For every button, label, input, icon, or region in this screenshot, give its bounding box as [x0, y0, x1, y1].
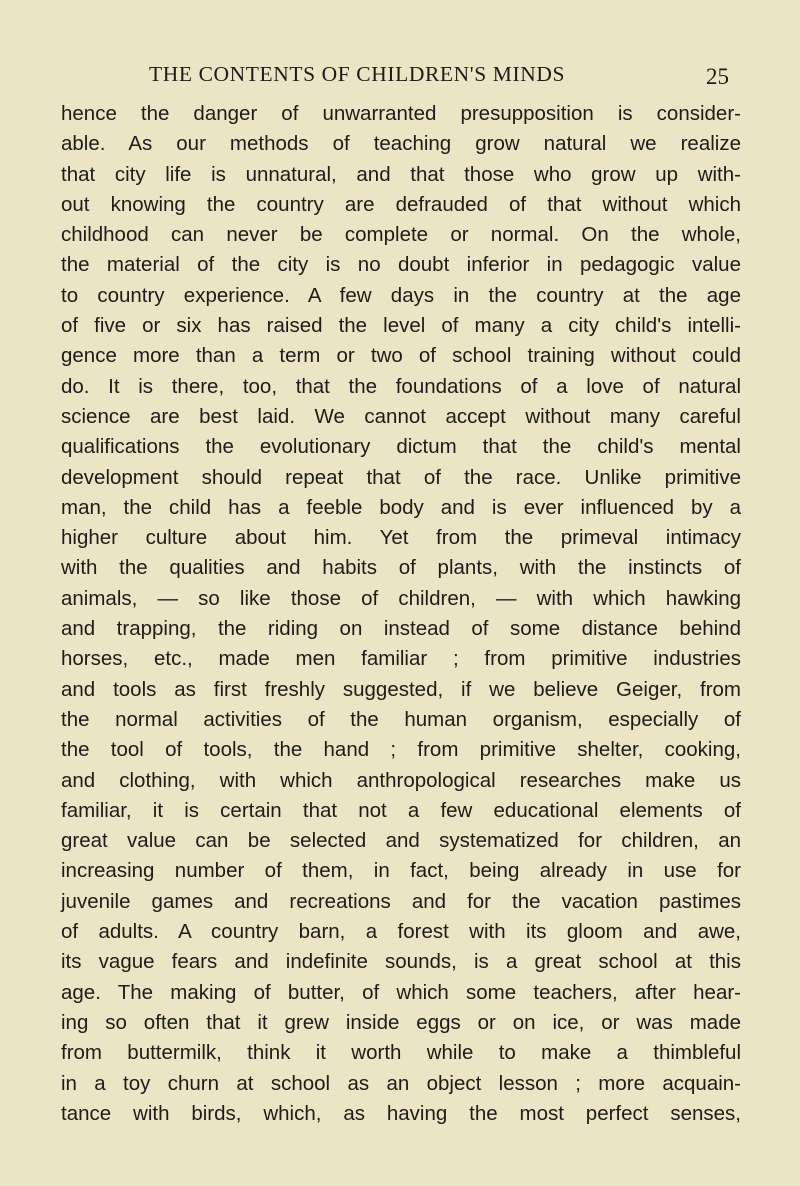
text-line: the normal activities of the human organism, especially of: [61, 707, 741, 731]
text-line: ing so often that it grew inside eggs or on ice, or was made: [61, 1010, 741, 1034]
text-line: tance with birds, which, as having the most perfect senses,: [61, 1101, 741, 1125]
body-text: [61, 99, 741, 1129]
text-line: increasing number of them, in fact, being already in use for: [61, 859, 741, 883]
text-line: with the qualities and habits of plants, with the instincts of: [61, 556, 741, 580]
text-line: from buttermilk, think it worth while to make a thimbleful: [61, 1041, 741, 1065]
text-line: man, the child has a feeble body and is ever influenced by a: [61, 495, 741, 519]
page-number: 25: [706, 64, 729, 89]
text-line: and tools as first freshly suggested, if we believe Geiger, from: [61, 677, 741, 701]
text-line: to country experience. A few days in the country at the age: [61, 283, 741, 307]
text-line: horses, etc., made men familiar ; from primitive industries: [61, 647, 741, 671]
text-line: juvenile games and recreations and for the vacation pastimes: [61, 889, 741, 913]
text-line: the tool of tools, the hand ; from primitive shelter, cooking,: [61, 738, 741, 762]
text-line: science are best laid. We cannot accept without many careful: [61, 404, 741, 428]
text-line: and clothing, with which anthropological researches make us: [61, 768, 741, 792]
text-line: its vague fears and indefinite sounds, is a great school at this: [61, 950, 741, 974]
text-line: gence more than a term or two of school training without could: [61, 344, 741, 368]
running-head: [0, 62, 800, 92]
text-line: childhood can never be complete or normal. On the whole,: [61, 223, 741, 247]
text-line: familiar, it is certain that not a few educational elements of: [61, 798, 741, 822]
text-line: and trapping, the riding on instead of some distance behind: [61, 617, 741, 641]
text-line: development should repeat that of the race. Unlike primitive: [61, 465, 741, 489]
text-line: do. It is there, too, that the foundations of a love of natural: [61, 374, 741, 398]
text-line: the material of the city is no doubt inferior in pedagogic value: [61, 253, 741, 277]
text-line: qualifications the evolutionary dictum that the child's mental: [61, 435, 741, 459]
text-line: age. The making of butter, of which some teachers, after hear-: [61, 980, 741, 1004]
text-line: of five or six has raised the level of many a city child's intelli-: [61, 314, 741, 338]
text-line: hence the danger of unwarranted presupposition is consider-: [61, 102, 741, 125]
text-line: out knowing the country are defrauded of that without which: [61, 192, 741, 216]
text-line: higher culture about him. Yet from the primeval intimacy: [61, 526, 741, 550]
text-line: in a toy churn at school as an object lesson ; more acquain-: [61, 1071, 741, 1095]
text-line: able. As our methods of teaching grow natural we realize: [61, 132, 741, 156]
text-line: of adults. A country barn, a forest with its gloom and awe,: [61, 920, 741, 944]
text-line: animals, — so like those of children, — with which hawking: [61, 586, 741, 610]
text-line: that city life is unnatural, and that those who grow up with-: [61, 162, 741, 186]
running-title: THE CONTENTS OF CHILDREN'S MINDS: [149, 62, 566, 86]
text-line: great value can be selected and systematized for children, an: [61, 829, 741, 853]
